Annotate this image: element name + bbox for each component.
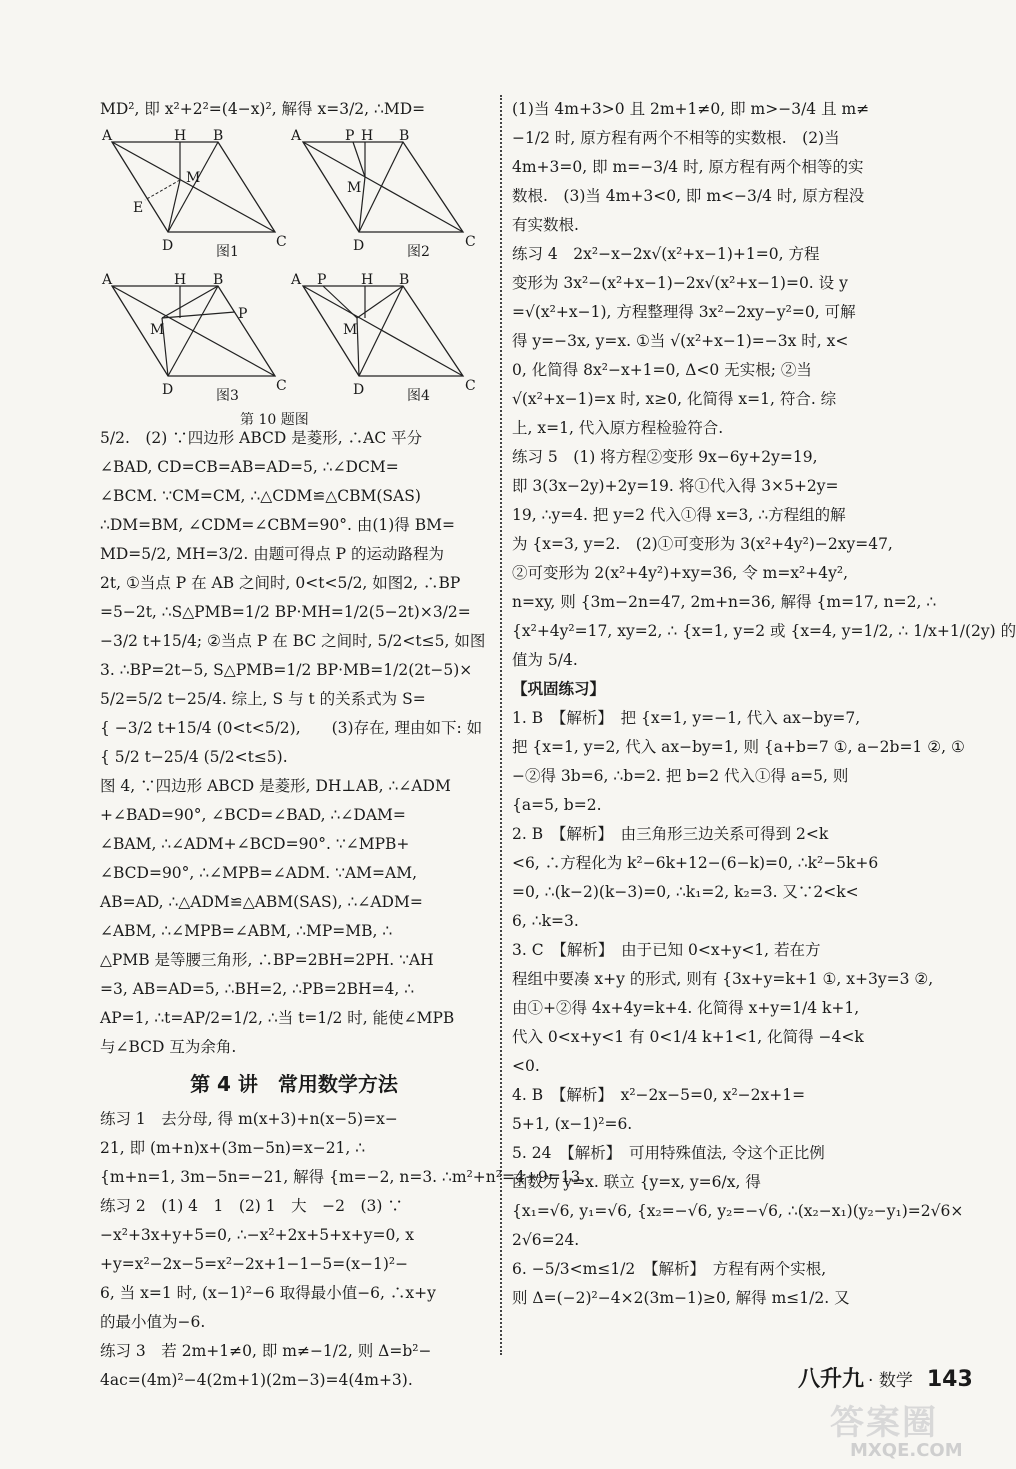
figure-2 <box>291 128 480 260</box>
text-line: 数根. (3)当 4m+3<0, 即 m<−3/4 时, 原方程没 <box>512 187 865 205</box>
section-title: 第 4 讲 常用数学方法 <box>190 1072 398 1096</box>
page-footer <box>798 1362 973 1393</box>
text-line: AP=1, ∴t=AP/2=1/2, ∴当 t=1/2 时, 能使∠MPB <box>100 1009 455 1027</box>
figure-caption: 图4 <box>407 388 430 404</box>
text-line: 2t, ①当点 P 在 AB 之间时, 0<t<5/2, 如图2, ∴BP <box>100 574 461 592</box>
text-line: 6, 当 x=1 时, (x−1)²−6 取得最小值−6, ∴x+y <box>100 1284 436 1302</box>
rhombus-diagram <box>100 276 285 386</box>
figure-4 <box>291 272 480 404</box>
label-E: E <box>133 200 144 216</box>
text-line: +∠BAD=90°, ∠BCD=∠BAD, ∴∠DAM= <box>100 806 406 824</box>
text-line: =0, ∴(k−2)(k−3)=0, ∴k₁=2, k₂=3. 又∵2<k< <box>512 883 859 901</box>
text-line: −3/2 t+15/4; ②当点 P 在 BC 之间时, 5/2<t≤5, 如图 <box>100 632 486 650</box>
label-P: P <box>345 128 355 144</box>
text-line: 6. −5/3<m≤1/2 【解析】 方程有两个实根, <box>512 1260 827 1278</box>
column-divider <box>500 95 502 1355</box>
text-line: 19, ∴y=4. 把 y=2 代入①得 x=3, ∴方程组的解 <box>512 506 846 524</box>
label-A: A <box>291 128 302 144</box>
label-B: B <box>399 272 410 288</box>
text-line: {m+n=1, 3m−5n=−21, 解得 {m=−2, n=3. ∴m²+n²=4+9=13. <box>100 1168 586 1186</box>
text-line: { −3/2 t+15/4 (0<t<5/2), (3)存在, 理由如下: 如 <box>100 719 483 737</box>
watermark-logo: 答案圈 <box>830 1403 938 1443</box>
text-line: −1/2 时, 原方程有两个不相等的实数根. (2)当 <box>512 129 840 147</box>
figure-caption: 图2 <box>407 244 430 260</box>
text-line: 3. C 【解析】 由于已知 0<x+y<1, 若在方 <box>512 941 821 959</box>
text-line: 函数为 y=x. 联立 {y=x, y=6/x, 得 <box>512 1173 761 1191</box>
label-B: B <box>399 128 410 144</box>
text-line: 4ac=(4m)²−4(2m+1)(2m−3)=4(4m+3). <box>100 1371 413 1389</box>
text-line: MD=5/2, MH=3/2. 由题可得点 P 的运动路程为 <box>100 545 445 563</box>
text-line: 则 Δ=(−2)²−4×2(3m−1)≥0, 解得 m≤1/2. 又 <box>512 1289 850 1307</box>
label-H: H <box>361 272 374 288</box>
figure-group <box>100 124 488 428</box>
text-line: 练习 5 (1) 将方程②变形 9x−6y+2y=19, <box>512 448 818 466</box>
text-line: 4m+3=0, 即 m=−3/4 时, 原方程有两个相等的实 <box>512 158 864 176</box>
label-C: C <box>276 378 287 394</box>
text-line: 有实数根. <box>512 216 579 234</box>
text-line: 5/2=5/2 t−25/4. 综上, S 与 t 的关系式为 S= <box>100 690 426 708</box>
text-line: ∴DM=BM, ∠CDM=∠CBM=90°. 由(1)得 BM= <box>100 516 455 534</box>
text-line: 由①+②得 4x+4y=k+4. 化简得 x+y=1/4 k+1, <box>512 999 860 1017</box>
page-number: 143 <box>926 1367 973 1392</box>
label-M: M <box>150 322 165 338</box>
label-A: A <box>291 272 302 288</box>
text-line: ②可变形为 2(x²+4y²)+xy=36, 令 m=x²+4y², <box>512 564 849 582</box>
text-line: 为 {x=3, y=2. (2)①可变形为 3(x²+4y²)−2xy=47, <box>512 535 893 553</box>
text-line: 5+1, (x−1)²=6. <box>512 1115 633 1133</box>
intro-line: MD², 即 x²+2²=(4−x)², 解得 x=3/2, ∴MD= <box>100 100 426 118</box>
figure-caption: 图1 <box>216 244 239 260</box>
text-line: 得 y=−3x, y=x. ①当 √(x²+x−1)=−3x 时, x< <box>512 332 849 350</box>
text-line: 5/2. (2) ∵四边形 ABCD 是菱形, ∴AC 平分 <box>100 429 423 447</box>
text-line: =√(x²+x−1), 方程整理得 3x²−2xy−y²=0, 可解 <box>512 303 856 321</box>
text-line: ∠BCD=90°, ∴∠MPB=∠ADM. ∵AM=AM, <box>100 864 418 882</box>
figure-3 <box>100 272 287 404</box>
solution-text <box>512 95 1016 675</box>
text-line: 把 {x=1, y=2, 代入 ax−by=1, 则 {a+b=7 ①, a−2b=1 ②, ① <box>512 738 965 756</box>
label-M: M <box>343 322 358 338</box>
text-line: √(x²+x−1)=x 时, x≥0, 化简得 x=1, 符合. 综 <box>512 390 837 408</box>
text-line: (1)当 4m+3>0 且 2m+1≠0, 即 m>−3/4 且 m≠ <box>512 100 870 118</box>
label-D: D <box>353 238 365 254</box>
text-line: △PMB 是等腰三角形, ∴BP=2BH=2PH. ∵AH <box>100 951 434 969</box>
text-line: =5−2t, ∴S△PMB=1/2 BP·MH=1/2(5−2t)×3/2= <box>100 603 471 621</box>
text-line: 上, x=1, 代入原方程检验符合. <box>512 419 724 437</box>
figure-1 <box>100 128 287 260</box>
text-line: { 5/2 t−25/4 (5/2<t≤5). <box>100 748 288 766</box>
text-line: 练习 1 去分母, 得 m(x+3)+n(x−5)=x− <box>100 1110 398 1128</box>
text-line: 即 3(3x−2y)+2y=19. 将①代入得 3×5+2y= <box>512 477 839 495</box>
text-line: 练习 4 2x²−x−2x√(x²+x−1)+1=0, 方程 <box>512 245 820 263</box>
text-line: {x₁=√6, y₁=√6, {x₂=−√6, y₂=−√6, ∴(x₂−x₁)(y₂−y₁)=2√6× <box>512 1202 964 1220</box>
subsection-title: 【巩固练习】 <box>512 680 606 698</box>
review-text <box>512 704 965 1313</box>
label-H: H <box>174 128 187 144</box>
figure-caption: 图3 <box>216 388 239 404</box>
text-line: AB=AD, ∴△ADM≌△ABM(SAS), ∴∠ADM= <box>100 893 423 911</box>
text-line: 变形为 3x²−(x²+x−1)−2x√(x²+x−1)=0. 设 y <box>512 274 848 292</box>
text-line: <6, ∴方程化为 k²−6k+12−(6−k)=0, ∴k²−5k+6 <box>512 854 879 872</box>
label-A: A <box>102 272 113 288</box>
text-line: 6, ∴k=3. <box>512 912 579 930</box>
text-line: −②得 3b=6, ∴b=2. 把 b=2 代入①得 a=5, 则 <box>512 767 849 785</box>
text-line: 2√6=24. <box>512 1231 580 1249</box>
text-line: 21, 即 (m+n)x+(3m−5n)=x−21, ∴ <box>100 1139 366 1157</box>
label-C: C <box>465 378 476 394</box>
text-line: 4. B 【解析】 x²−2x−5=0, x²−2x+1= <box>512 1086 806 1104</box>
grade-label: 八升九 <box>798 1367 865 1392</box>
text-line: 3. ∴BP=2t−5, S△PMB=1/2 BP·MB=1/2(2t−5)× <box>100 661 473 679</box>
text-line: 与∠BCD 互为余角. <box>100 1038 237 1056</box>
rhombus-diagram <box>295 132 480 242</box>
text-line: 1. B 【解析】 把 {x=1, y=−1, 代入 ax−by=7, <box>512 709 861 727</box>
text-line: n=xy, 则 {3m−2n=47, 2m+n=36, 解得 {m=17, n=2, ∴ <box>512 593 937 611</box>
label-P: P <box>238 306 248 322</box>
text-line: 0, 化简得 8x²−x+1=0, Δ<0 无实根; ②当 <box>512 361 812 379</box>
label-D: D <box>162 382 174 398</box>
text-line: +y=x²−2x−5=x²−2x+1−1−5=(x−1)²− <box>100 1255 409 1273</box>
text-line: =3, AB=AD=5, ∴BH=2, ∴PB=2BH=4, ∴ <box>100 980 415 998</box>
label-H: H <box>361 128 374 144</box>
label-B: B <box>213 128 224 144</box>
label-M: M <box>347 180 362 196</box>
text-line: ∠BAD, CD=CB=AB=AD=5, ∴∠DCM= <box>100 458 399 476</box>
right-column <box>512 95 1016 1313</box>
text-line: 值为 5/4. <box>512 651 578 669</box>
solution-text <box>100 424 488 1062</box>
label-B: B <box>213 272 224 288</box>
text-line: 5. 24 【解析】 可用特殊值法, 令这个正比例 <box>512 1144 825 1162</box>
text-line: 程组中要凑 x+y 的形式, 则有 {3x+y=k+1 ①, x+3y=3 ②, <box>512 970 934 988</box>
text-line: ∠BAM, ∴∠ADM+∠BCD=90°. ∵∠MPB+ <box>100 835 410 853</box>
text-line: {a=5, b=2. <box>512 796 602 814</box>
text-line: 练习 2 (1) 4 1 (2) 1 大 −2 (3) ∵ <box>100 1197 403 1215</box>
text-line: 代入 0<x+y<1 有 0<1/4 k+1<1, 化简得 −4<k <box>512 1028 864 1046</box>
label-D: D <box>162 238 174 254</box>
text-line: 练习 3 若 2m+1≠0, 即 m≠−1/2, 则 Δ=b²− <box>100 1342 432 1360</box>
label-C: C <box>276 234 287 250</box>
text-line: 2. B 【解析】 由三角形三边关系可得到 2<k <box>512 825 829 843</box>
label-P: P <box>317 272 327 288</box>
label-M: M <box>186 170 201 186</box>
figure-title: 第 10 题图 <box>240 412 309 428</box>
text-line: −x²+3x+y+5=0, ∴−x²+2x+5+x+y=0, x <box>100 1226 414 1244</box>
label-H: H <box>174 272 187 288</box>
label-C: C <box>465 234 476 250</box>
text-line: <0. <box>512 1057 540 1075</box>
text-line: 图 4, ∵四边形 ABCD 是菱形, DH⊥AB, ∴∠ADM <box>100 777 451 795</box>
subject-label: · 数学 <box>868 1371 913 1391</box>
label-D: D <box>353 382 365 398</box>
text-line: 的最小值为−6. <box>100 1313 206 1331</box>
text-line: ∠BCM. ∵CM=CM, ∴△CDM≌△CBM(SAS) <box>100 487 421 505</box>
text-line: ∠ABM, ∴∠MPB=∠ABM, ∴MP=MB, ∴ <box>100 922 393 940</box>
watermark-url: MXQE.COM <box>850 1440 963 1461</box>
text-line: {x²+4y²=17, xy=2, ∴ {x=1, y=2 或 {x=4, y=1/2, ∴ 1/x+1/(2y) 的 <box>512 622 1016 640</box>
label-A: A <box>102 128 113 144</box>
